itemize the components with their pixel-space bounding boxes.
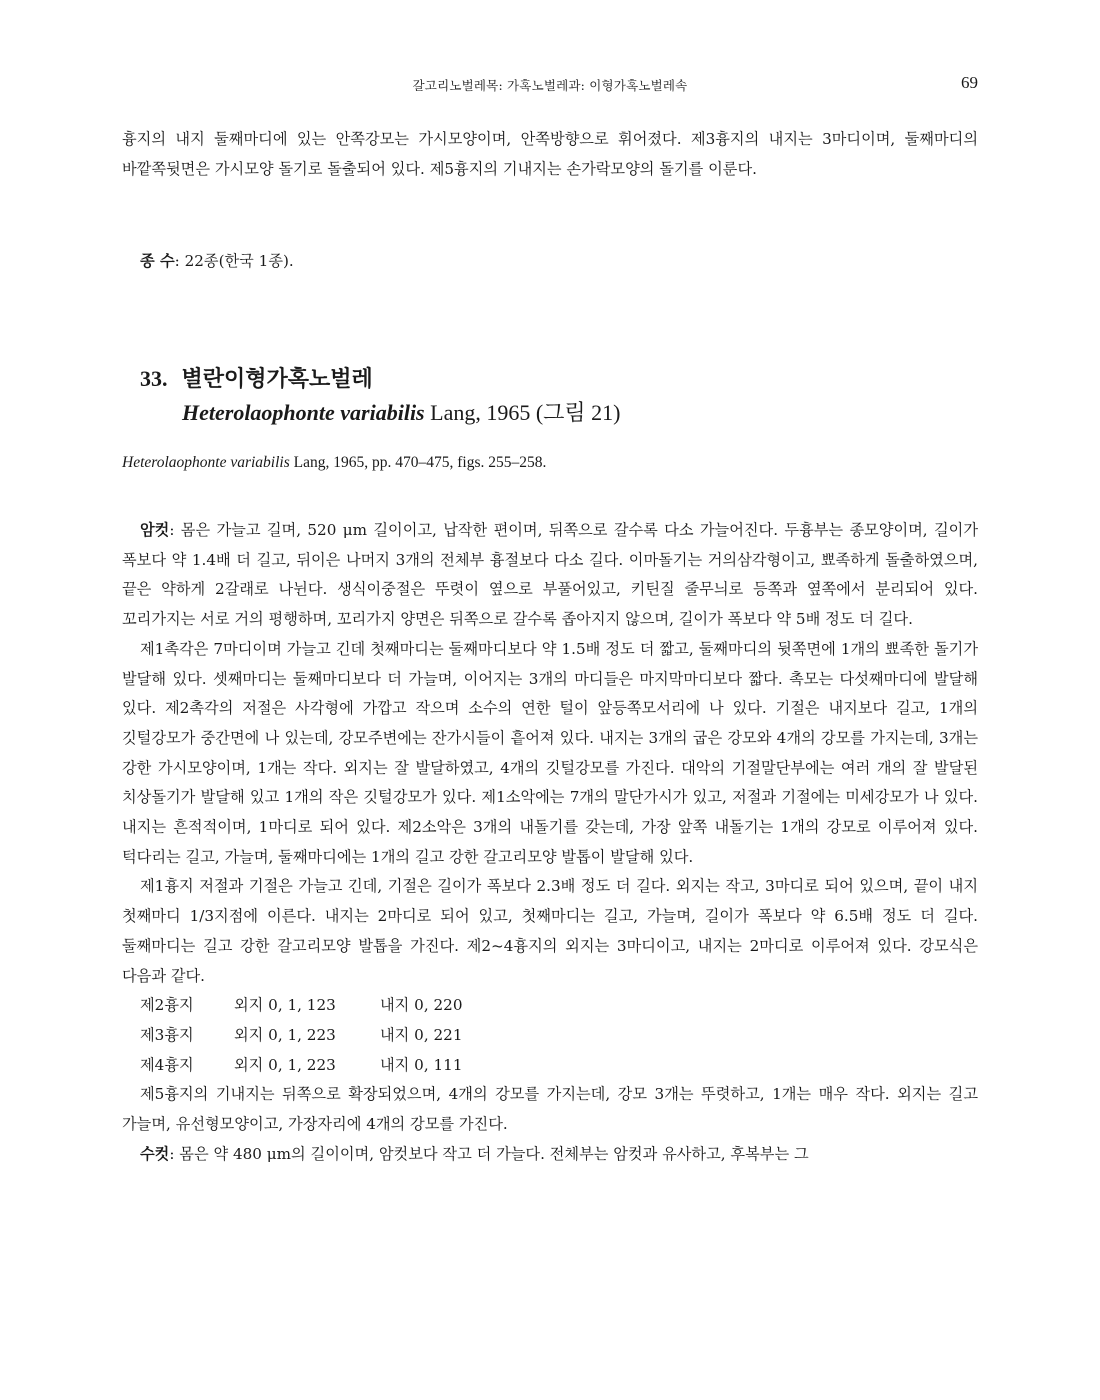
formula-leg: 제2흉지 [140,996,194,1015]
species-number: 33. [140,366,168,391]
male-label: 수컷 [140,1144,170,1163]
formula-exopod: 외지 0, 1, 223 [234,1025,336,1044]
formula-leg: 제4흉지 [140,1055,194,1074]
female-paragraph-1 [122,516,978,635]
page-number: 69 [961,73,978,92]
male-paragraph-1 [122,1140,978,1170]
korean-name: 별란이형가혹노벌레 [181,366,373,392]
citation-name: Heterolaophonte variabilis [122,454,290,471]
scientific-name: Heterolaophonte variabilis [182,400,425,425]
intro-section [122,125,978,184]
species-count [140,250,294,271]
citation-rest: Lang, 1965, pp. 470–475, figs. 255–258. [289,454,547,471]
female-paragraph-3: 제1흉지 저절과 기절은 가늘고 긴데, 기절은 길이가 폭보다 2.3배 정도 더 길다. 외지는 작고, 3마디로 되어 있으며, 끝이 내지 첫째마디 1/3지점에 이른다. 내지는 2마디로 되어 있고, 첫째마디는 길고, 가늘며, 길이가 폭보다 약 6.5배 정도 더 길다. 둘째마디는 길고 강한 갈고리모양 발톱을 가진다. 제2~4흉지의 외지는 3마디이고, 내지는 2마디로 이루어져 있다. 강모식은 다음과 같다. [122,877,978,985]
species-heading-scientific [140,396,621,430]
description-section [122,516,978,1169]
setal-formula-row [122,1051,978,1081]
setal-formula-row [122,991,978,1021]
formula-endopod: 내지 0, 111 [380,1055,463,1074]
citation [122,454,546,472]
female-label: 암컷 [140,521,170,539]
female-text-1: : 몸은 가늘고 길며, 520 μm 길이이고, 납작한 편이며, 뒤쪽으로 갈수록 다소 가늘어진다. 두흉부는 종모양이며, 길이가 폭보다 약 1.4배 더 길고, 뒤이은 나머지 3개의 전체부 흉절보다 다소 길다. 이마돌기는 거의삼각형이고, 뾰족하게 돌출하였으며, 끝은 약하게 2갈래로 나뉜다. 생식이중절은 뚜렷이 옆으로 부풀어있고, 키틴질 줄무늬로 등쪽과 옆쪽에서 분리되어 있다. 꼬리가지는 서로 거의 평행하며, 꼬리가지 양면은 뒤쪽으로 갈수록 좁아지지 않으며, 길이가 폭보다 약 5배 정도 더 길다. [122,521,978,629]
authority: Lang, 1965 (그림 21) [424,400,621,425]
running-title: 갈고리노벌레목: 가혹노벌레과: 이형가혹노벌레속 [412,78,688,93]
species-count-value: : 22종(한국 1종). [174,252,294,270]
formula-exopod: 외지 0, 1, 123 [234,996,336,1015]
species-count-label: 종 수 [140,252,175,270]
intro-paragraph: 흉지의 내지 둘째마디에 있는 안쪽강모는 가시모양이며, 안쪽방향으로 휘어졌다. 제3흉지의 내지는 3마디이며, 둘째마디의 바깥쪽뒷면은 가시모양 돌기로 돌출되어 있다. 제5흉지의 기내지는 손가락모양의 돌기를 이룬다. [122,130,978,178]
formula-leg: 제3흉지 [140,1025,194,1044]
species-heading-korean [140,362,621,396]
running-header [122,73,978,100]
female-paragraph-2: 제1촉각은 7마디이며 가늘고 긴데 첫째마디는 둘째마디보다 약 1.5배 정도 더 짧고, 둘째마디의 뒷쪽면에 1개의 뾰족한 돌기가 발달해 있다. 셋째마디는 둘째마디보다 더 가늘며, 이어지는 3개의 마디들은 마지막마디보다 짧다. 촉모는 다섯째마디에 발달해 있다. 제2촉각의 저절은 사각형에 가깝고 작으며 소수의 연한 털이 앞등쪽모서리에 나 있다. 기절은 내지보다 길고, 1개의 깃털강모가 중간면에 나 있는데, 강모주변에는 잔가시들이 흩어져 있다. 내지는 3개의 굽은 강모와 4개의 강모를 가지는데, 3개는 강한 가시모양이며, 1개는 작다. 외지는 잘 발달하였고, 4개의 깃털강모를 가진다. 대악의 기절말단부에는 여러 개의 잘 발달된 치상돌기가 발달해 있고 1개의 작은 깃털강모가 있다. 제1소악에는 7개의 말단가시가 있고, 저절과 기절에는 미세강모가 나 있다. 내지는 흔적적이며, 1마디로 되어 있다. 제2소악은 3개의 내돌기를 갖는데, 가장 앞쪽 내돌기는 1개의 강모로 이루어져 있다. 턱다리는 길고, 가늘며, 둘째마디에는 1개의 길고 강한 갈고리모양 발톱이 발달해 있다. [122,639,978,866]
male-text-1: : 몸은 약 480 μm의 길이이며, 암컷보다 작고 더 가늘다. 전체부는 암컷과 유사하고, 후복부는 그 [169,1144,809,1163]
formula-endopod: 내지 0, 220 [380,996,463,1015]
female-paragraph-4: 제5흉지의 기내지는 뒤쪽으로 확장되었으며, 4개의 강모를 가지는데, 강모 3개는 뚜렷하고, 1개는 매우 작다. 외지는 길고 가늘며, 유선형모양이고, 가장자리에 4개의 강모를 가진다. [122,1085,978,1134]
formula-endopod: 내지 0, 221 [380,1025,463,1044]
setal-formula-row [122,1021,978,1051]
formula-exopod: 외지 0, 1, 223 [234,1055,336,1074]
species-heading [140,362,621,430]
